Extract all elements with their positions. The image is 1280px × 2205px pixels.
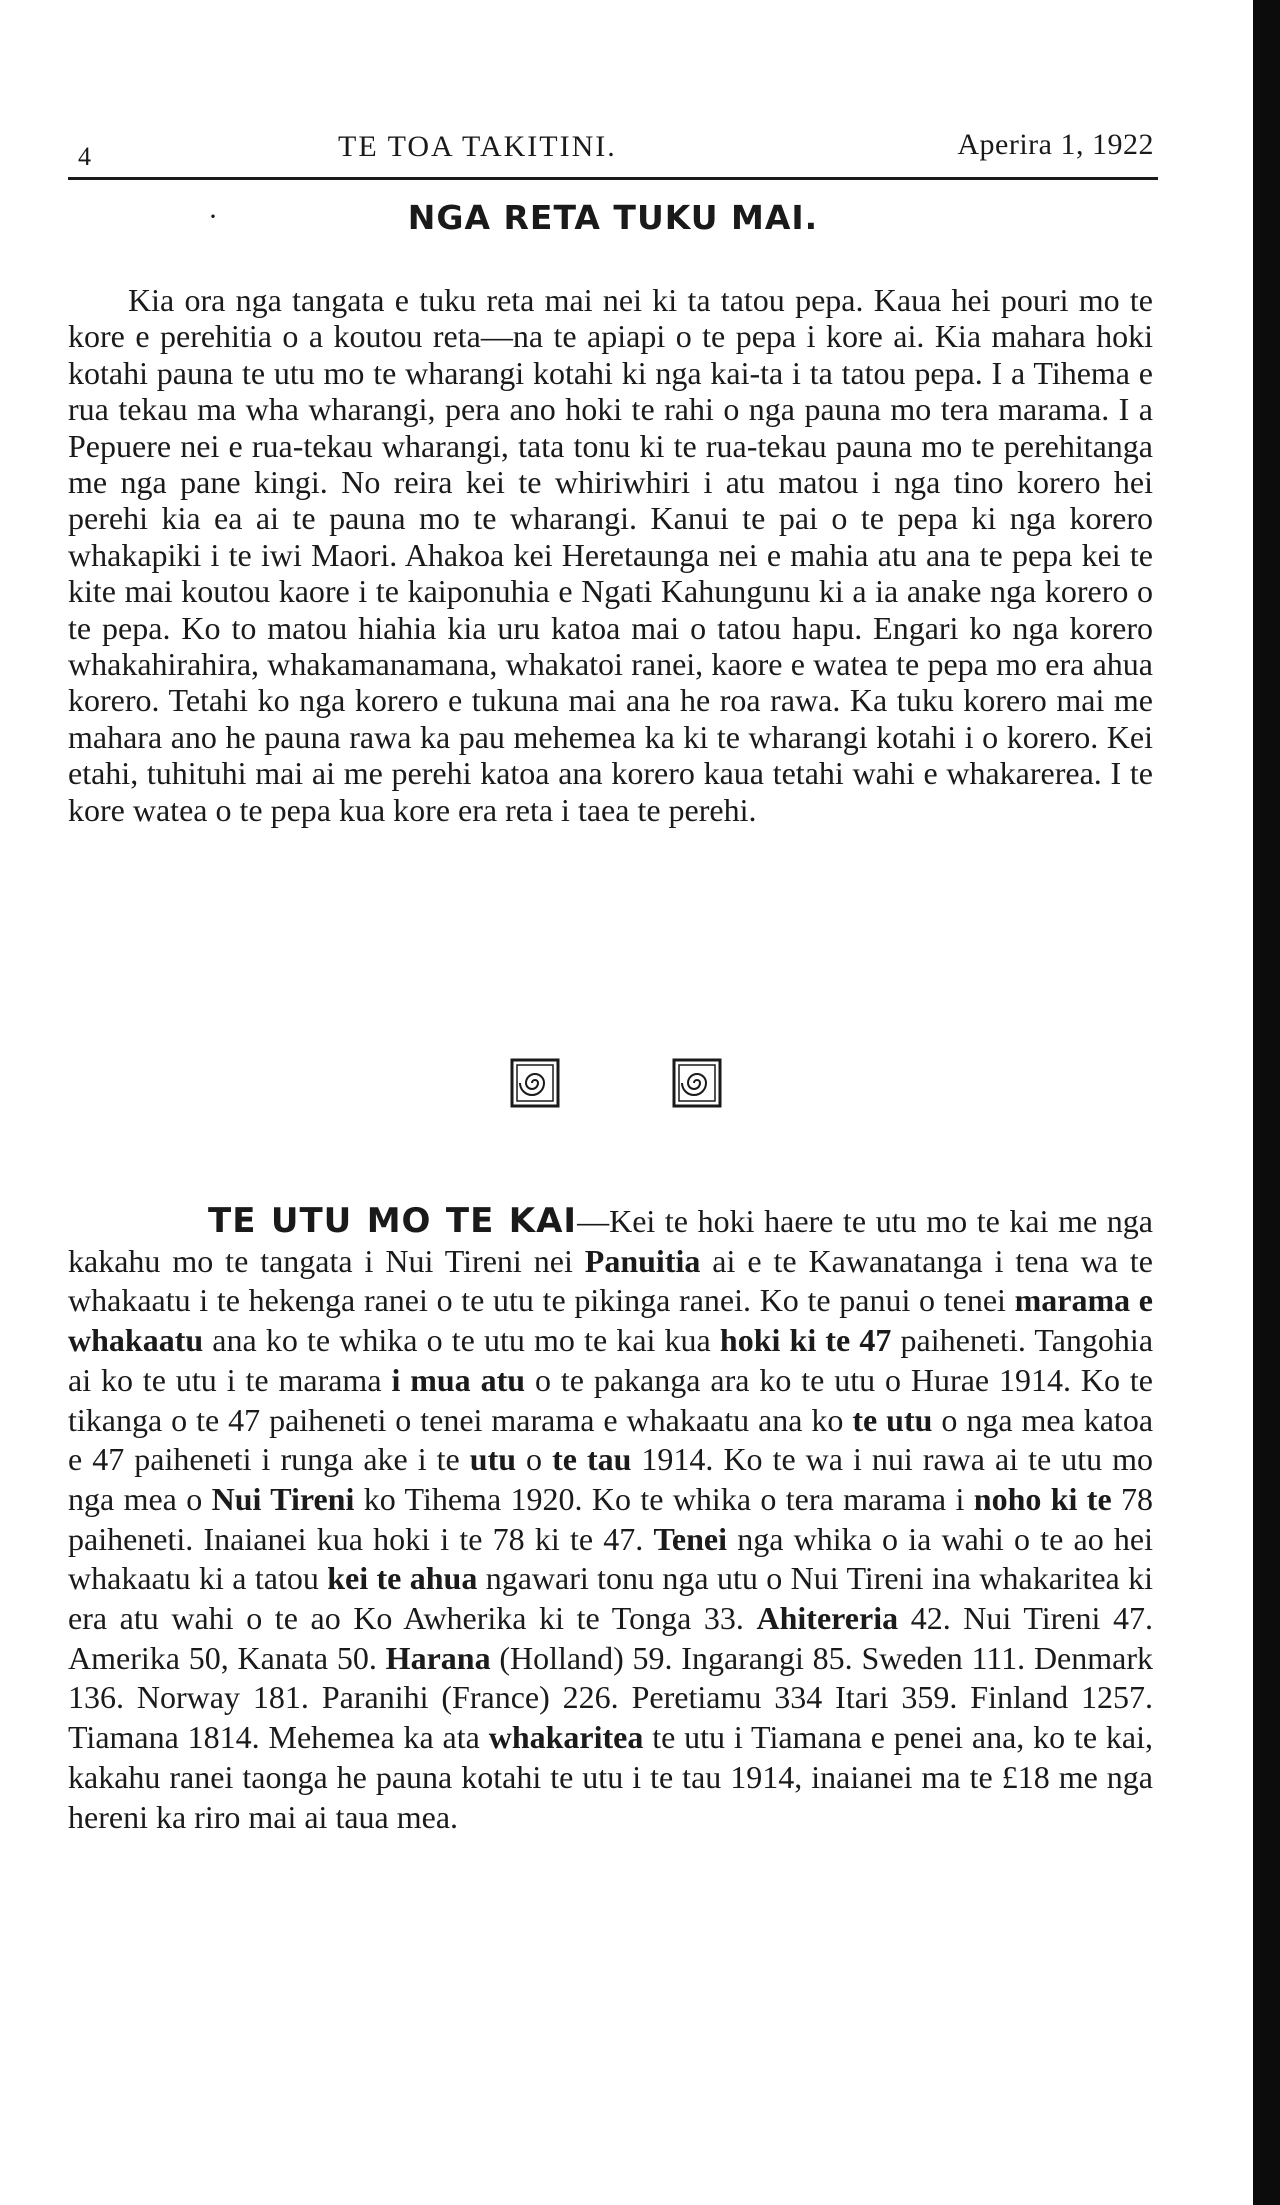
text-run-bold: te utu bbox=[852, 1401, 933, 1438]
page-header bbox=[68, 118, 1158, 171]
ornament-divider bbox=[68, 1058, 1158, 1108]
letters-section-title: NGA RETA TUKU MAI. bbox=[407, 198, 819, 237]
text-run: o nga mea katoa e 47 paiheneti i runga ake i te bbox=[68, 1401, 1154, 1478]
text-run: 42. Nui Tireni 47. Amerika 50, Kanata 50. bbox=[68, 1600, 1154, 1676]
text-run: o bbox=[516, 1441, 553, 1478]
text-run: ngawari tonu nga utu o Nui Tireni ina whakaritea ki era atu wahi o te ao Ko Awherika ki te Tonga 33. bbox=[68, 1560, 1154, 1637]
page-edge-shadow bbox=[1253, 0, 1280, 2205]
text-run: paiheneti. Tangohia ai ko te utu i te marama bbox=[68, 1322, 1154, 1398]
spiral-ornament-icon bbox=[672, 1058, 722, 1108]
issue-date: Aperira 1, 1922 bbox=[957, 128, 1154, 161]
header-rule bbox=[68, 177, 1158, 180]
text-run-bold: Harana bbox=[385, 1639, 491, 1676]
text-run: 78 paiheneti. Inaianei kua hoki i te 78 ki te 47. bbox=[68, 1480, 1154, 1557]
section-bullet: · bbox=[208, 200, 218, 233]
text-run-bold: Panuitia bbox=[584, 1242, 701, 1279]
text-run-bold: marama e whakaatu bbox=[68, 1282, 1154, 1359]
text-run: nga whika o ia wahi o te ao hei whakaatu ki a tatou bbox=[68, 1520, 1154, 1597]
letters-body: Kia ora nga tangata e tuku reta mai nei ki ta tatou pepa. Kaua hei pouri mo te kore e perehitia o a koutou reta—na te apiapi o te pepa i kore ai. Kia mahara hoki kotahi pauna te utu mo te wharangi kotahi ki nga kai-ta i ta tatou pepa. I a Tihema e rua tekau ma wha wharangi, pera ano hoki te rahi o nga pauna mo tera marama. I a Pepuere nei e rua-tekau wharangi, tata tonu ki te rua-tekau pauna mo te perehitanga me nga pane kingi. No reira kei te whiriwhiri i atu matou i nga tino korero hei perehi kia ea ai te pauna mo te wharangi. Kanui te pai o te pepa ki nga korero whakapiki i te iwi Maori. Ahakoa kei Heretaunga nei e mahia atu ana te pepa kei te kite mai koutou kaore i te kaiponuhia e Ngati Kahungunu ki a ia anake nga korero o te pepa. Ko to matou hiahia kia uru katoa mai o tatou hapu. Engari ko nga korero whakahirahira, whakamanamana, whakatoi ranei, kaore e watea te pepa mo era ahua korero. Tetahi ko nga korero e tukuna mai ana he roa rawa. Ka tuku korero mai me mahara ano he pauna rawa ka pau mehemea ka ki te wharangi kotahi i o korero. Kei etahi, tuhituhi mai ai me perehi katoa ana korero kaua tetahi wahi e whakarerea. I te kore watea o te pepa kua kore era reta i taea te perehi. bbox=[68, 282, 1153, 828]
text-run-bold: i mua atu bbox=[391, 1361, 526, 1398]
price-article bbox=[68, 1202, 1153, 1837]
text-run-bold: Tenei bbox=[653, 1520, 728, 1557]
text-run: te utu i Tiamana e penei ana, ko te kai, kakahu ranei taonga he pauna kotahi te utu i te tau 1914, inaianei ma te £18 me nga hereni ka riro mai ai taua mea. bbox=[68, 1719, 1154, 1835]
price-article-heading: TE UTU MO TE KAI bbox=[208, 1201, 578, 1241]
text-run-bold: Ahitereria bbox=[756, 1600, 899, 1637]
text-run-bold: utu bbox=[469, 1441, 517, 1478]
text-run: Kei te hoki haere te utu mo te kai me nga kakahu mo te tangata i Nui Tireni nei bbox=[68, 1203, 1154, 1279]
text-run: (Holland) 59. Ingarangi 85. Sweden 111. Denmark 136. Norway 181. Paranihi (France) 226. Peretiamu 334 Itari 359. Finland 1257. Tiamana 1814. Mehemea ka ata bbox=[68, 1639, 1154, 1756]
journal-title: TE TOA TAKITINI. bbox=[338, 130, 617, 163]
text-run: 1914. Ko te wa i nui rawa ai te utu mo nga mea o bbox=[68, 1441, 1154, 1517]
text-run-bold: whakaritea bbox=[488, 1719, 644, 1756]
text-run: ai e te Kawanatanga i tena wa te whakaatu i te hekenga ranei o te utu te pikinga ranei. Ko te panui o tenei bbox=[68, 1242, 1153, 1319]
text-run: ana ko te whika o te utu mo te kai kua bbox=[203, 1322, 720, 1359]
text-run-bold: kei te ahua bbox=[327, 1560, 478, 1597]
text-run-bold: hoki ki te 47 bbox=[719, 1322, 892, 1359]
text-run: ko Tihema 1920. Ko te whika o tera marama i bbox=[354, 1480, 974, 1517]
text-run-bold: Nui Tireni bbox=[211, 1480, 355, 1517]
page-number: 4 bbox=[78, 142, 92, 171]
heading-dash: — bbox=[577, 1203, 610, 1239]
text-run-bold: te tau bbox=[552, 1441, 632, 1478]
text-run-bold: noho ki te bbox=[973, 1480, 1112, 1517]
text-run: o te pakanga ara ko te utu o Hurae 1914. Ko te tikanga o te 47 paiheneti o tenei marama e whakaatu ana ko bbox=[68, 1361, 1154, 1438]
spiral-ornament-icon bbox=[510, 1058, 560, 1108]
